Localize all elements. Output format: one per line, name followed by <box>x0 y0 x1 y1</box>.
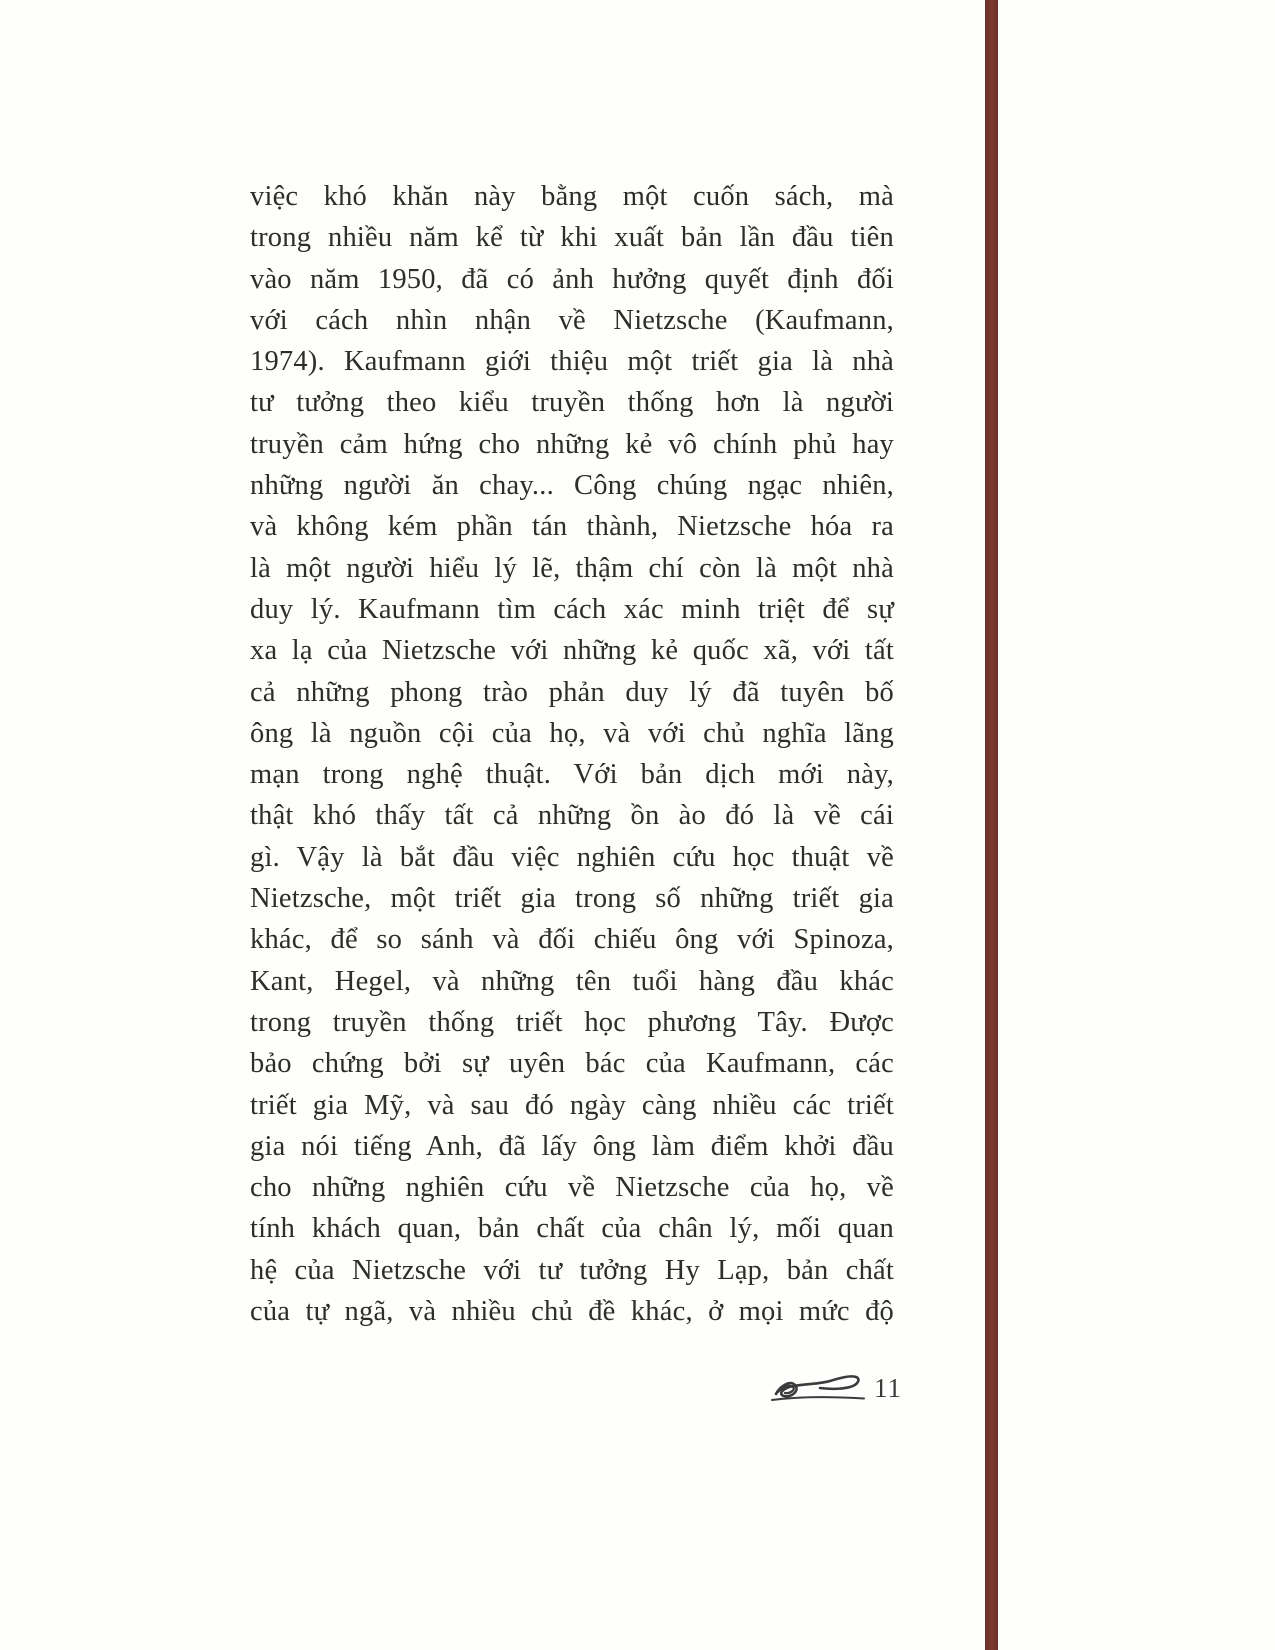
text-line: xa lạ của Nietzsche với những kẻ quốc xã, với tất <box>250 635 894 667</box>
text-line: với cách nhìn nhận về Nietzsche (Kaufmann, <box>250 304 894 336</box>
text-line: trong truyền thống triết học phương Tây. Được <box>250 1006 894 1038</box>
text-line: cả những phong trào phản duy lý đã tuyên bố <box>250 676 894 708</box>
flourish-icon <box>768 1368 868 1408</box>
text-line: gia nói tiếng Anh, đã lấy ông làm điểm khởi đầu <box>250 1130 894 1162</box>
text-line: ông là nguồn cội của họ, và với chủ nghĩa lãng <box>250 717 894 749</box>
text-line: là một người hiểu lý lẽ, thậm chí còn là một nhà <box>250 552 894 584</box>
text-line: của tự ngã, và nhiều chủ đề khác, ở mọi mức độ <box>250 1296 894 1328</box>
text-line: hệ của Nietzsche với tư tưởng Hy Lạp, bản chất <box>250 1254 894 1286</box>
text-line: truyền cảm hứng cho những kẻ vô chính phủ hay <box>250 428 894 460</box>
text-line: cho những nghiên cứu về Nietzsche của họ, về <box>250 1172 894 1204</box>
text-line: vào năm 1950, đã có ảnh hưởng quyết định đối <box>250 263 894 295</box>
text-line: tư tưởng theo kiểu truyền thống hơn là người <box>250 387 894 419</box>
text-line: Kant, Hegel, và những tên tuổi hàng đầu khác <box>250 965 894 997</box>
text-line: bảo chứng bởi sự uyên bác của Kaufmann, các <box>250 1048 894 1080</box>
text-line: việc khó khăn này bằng một cuốn sách, mà <box>250 181 894 212</box>
page-number: 11 <box>874 1372 902 1403</box>
text-line: gì. Vậy là bắt đầu việc nghiên cứu học thuật về <box>250 841 894 873</box>
paragraph-lines <box>250 176 894 1332</box>
text-line: trong nhiều năm kể từ khi xuất bản lần đầu tiên <box>250 222 894 254</box>
text-line: những người ăn chay... Công chúng ngạc nhiên, <box>250 470 894 502</box>
text-line: và không kém phần tán thành, Nietzsche hóa ra <box>250 511 894 543</box>
paragraph <box>250 176 894 1332</box>
text-line: thật khó thấy tất cả những ồn ào đó là về cái <box>250 800 894 832</box>
text-line: triết gia Mỹ, và sau đó ngày càng nhiều các triết <box>250 1089 894 1121</box>
text-line: tính khách quan, bản chất của chân lý, mối quan <box>250 1213 894 1245</box>
book-spine-edge <box>985 0 998 1650</box>
text-line: duy lý. Kaufmann tìm cách xác minh triệt để sự <box>250 593 894 625</box>
page-footer <box>768 1366 928 1410</box>
text-line: Nietzsche, một triết gia trong số những triết gia <box>250 883 894 915</box>
text-line: 1974). Kaufmann giới thiệu một triết gia là nhà <box>250 346 894 378</box>
text-line: mạn trong nghệ thuật. Với bản dịch mới này, <box>250 759 894 791</box>
text-line: khác, để so sánh và đối chiếu ông với Spinoza, <box>250 924 894 956</box>
